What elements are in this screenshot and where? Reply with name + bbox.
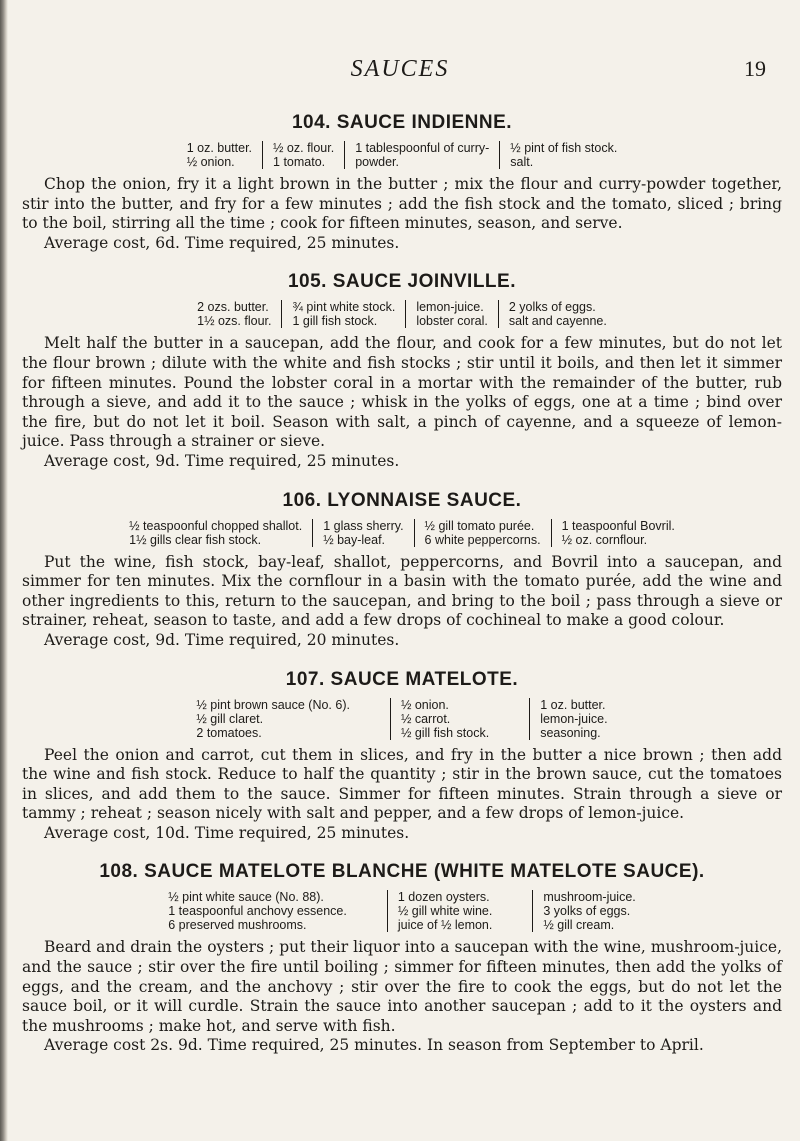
running-title: SAUCES [350,56,450,82]
page-binding-edge [0,0,8,1141]
ingredient: ¾ pint white stock. [292,300,396,315]
recipe-method: Beard and drain the oysters ; put their liquor into a saucepan with the wine, mushroom-juice, and the sauce ; stir over the fire until boiling ; simmer for fifteen minutes, then add the yolks of eggs, and the cream, and the anchovy ; stir over the fire to cook the eggs, but do not let the sauce boil, or it will curdle. Strain the sauce into another saucepan ; add to it the oysters and the mushrooms ; make hot, and serve with fish. [22,938,782,1035]
recipe-107 [22,669,782,844]
ingredient-column [387,890,533,932]
ingredient: seasoning. [540,725,601,740]
ingredient: salt and cayenne. [508,314,607,329]
ingredient: 3 yolks of eggs. [543,904,631,919]
ingredient: ½ carrot. [400,711,451,726]
recipe-cost: Average cost 2s. 9d. Time required, 25 minutes. In season from September to April. [44,1036,704,1055]
recipe-method: Chop the onion, fry it a light brown in the butter ; mix the flour and curry-powder together, stir into the butter, and fry for a few minutes ; add the fish stock and the tomato, sliced ; bring to the boil, stirring all the time ; cook for fifteen minutes, season, and serve. [22,175,782,233]
recipe-method: Melt half the butter in a saucepan, add the flour, and cook for a few minutes, but do not let the flour brown ; dilute with the white and fish stocks ; stir until it boils, and then let it simmer for fifteen minutes. Pound the lobster coral in a mortar with the remainder of the butter, rub through a sieve, and add it to the sauce ; whisk in the yolks of eggs, one at a time ; bind over the fire, but do not let it boil. Season with salt, a pinch of cayenne, and a squeeze of lemon-juice. Pass through a strainer or sieve. [22,334,782,451]
ingredient-column [158,890,387,932]
ingredient: 1 tablespoonful of curry- [355,141,490,155]
ingredient: ½ teaspoonful chopped shallot. [129,518,303,533]
recipe-108 [22,861,782,1056]
ingredient: 1 teaspoonful anchovy essence. [168,904,347,919]
ingredient: juice of ½ lemon. [397,918,493,933]
ingredient: 1 teaspoonful Bovril. [561,518,675,533]
ingredient: 2 ozs. butter. [197,300,269,315]
recipe-cost: Average cost, 9d. Time required, 25 minutes. [44,451,400,470]
recipe-title: 107. SAUCE MATELOTE. [285,668,519,690]
ingredient: ½ gill white wine. [397,904,493,919]
ingredient: 1 oz. butter. [186,141,253,155]
recipe-title: 104. SAUCE INDIENNE. [291,112,513,133]
ingredient-column [177,141,262,169]
ingredients-list [22,141,782,169]
ingredient: 6 preserved mushrooms. [168,918,307,933]
recipe-method: Peel the onion and carrot, cut them in slices, and fry in the butter a nice brown ; then add the wine and fish stock. Reduce to half the quantity ; stir in the brown sauce, cut the tomatoes in slices, and add them to the sauce. Simmer for fifteen minutes. Strain through a sieve or tammy ; reheat ; season nicely with salt and pepper, and a few drops of lemon-juice. [22,745,782,823]
ingredient: ½ bay-leaf. [323,532,386,547]
ingredient-column [390,698,529,740]
ingredient: lemon-juice. [540,711,608,726]
recipe-method: Put the wine, fish stock, bay-leaf, shallot, peppercorns, and Bovril into a saucepan, and simmer for ten minutes. Mix the cornflour in a basin with the tomato purée, add the wine and other ingredients to this, return to the saucepan, and bring to the boil ; pass through a sieve or strainer, reheat, season to taste, and add a few drops of cochineal to make a good colour. [22,552,782,630]
ingredient: salt. [510,155,534,169]
ingredient: ½ onion. [186,155,235,169]
ingredients-list [22,890,782,932]
ingredient-column [119,519,312,547]
recipe-cost: Average cost, 9d. Time required, 20 minutes. [44,630,400,649]
recipe-104 [22,112,782,253]
ingredient-column [186,698,390,740]
ingredient: mushroom-juice. [543,890,636,905]
recipe-105 [22,271,782,471]
ingredients-list [22,519,782,547]
ingredient-column [498,300,617,328]
ingredient: ½ gill cream. [543,918,615,933]
running-head [0,56,800,86]
recipe-cost: Average cost, 6d. Time required, 25 minutes. [44,233,400,252]
ingredient: ½ pint white sauce (No. 88). [168,890,324,905]
ingredient: 2 yolks of eggs. [508,300,596,315]
recipe-title: 106. LYONNAISE SAUCE. [282,489,522,511]
ingredient-column [281,300,405,328]
ingredient: 1 dozen oysters. [397,890,490,905]
ingredient: ½ onion. [400,697,449,712]
ingredient-column [499,141,627,169]
ingredient-column [405,300,498,328]
ingredient-column [344,141,499,169]
ingredient: ½ gill tomato purée. [424,518,535,533]
recipe-cost: Average cost, 10d. Time required, 25 minutes. [44,823,410,842]
ingredient: ½ gill fish stock. [400,725,490,740]
ingredient: lobster coral. [416,314,488,329]
ingredient: 1½ gills clear fish stock. [129,532,262,547]
ingredient: 1½ ozs. flour. [197,314,272,329]
recipe-title: 105. SAUCE JOINVILLE. [287,271,516,293]
ingredient: 1 oz. butter. [540,697,606,712]
ingredient: 1 gill fish stock. [292,314,378,329]
ingredient: ½ pint of fish stock. [510,141,618,155]
page-number: 19 [744,56,766,81]
ingredient: ½ gill claret. [196,711,264,726]
ingredient-column [312,519,413,547]
recipe-106 [22,490,782,651]
ingredient: 1 glass sherry. [323,518,404,533]
ingredient-column [262,141,344,169]
ingredient: ½ oz. cornflour. [561,532,648,547]
ingredient: powder. [355,155,399,169]
ingredient-column [414,519,551,547]
ingredient-column [551,519,685,547]
recipe-title: 108. SAUCE MATELOTE BLANCHE (WHITE MATELOTE SAUCE). [99,861,705,883]
ingredient-column [187,300,281,328]
ingredients-list [22,698,782,740]
ingredient: 2 tomatoes. [196,725,262,740]
recipe-list [22,112,782,1056]
ingredient: ½ pint brown sauce (No. 6). [196,697,350,712]
ingredients-list [22,300,782,328]
ingredient: 1 tomato. [273,155,326,169]
ingredient: ½ oz. flour. [273,141,335,155]
ingredient-column [532,890,645,932]
ingredient: 6 white peppercorns. [424,532,541,547]
ingredient: lemon-juice. [416,300,484,315]
ingredient-column [529,698,617,740]
